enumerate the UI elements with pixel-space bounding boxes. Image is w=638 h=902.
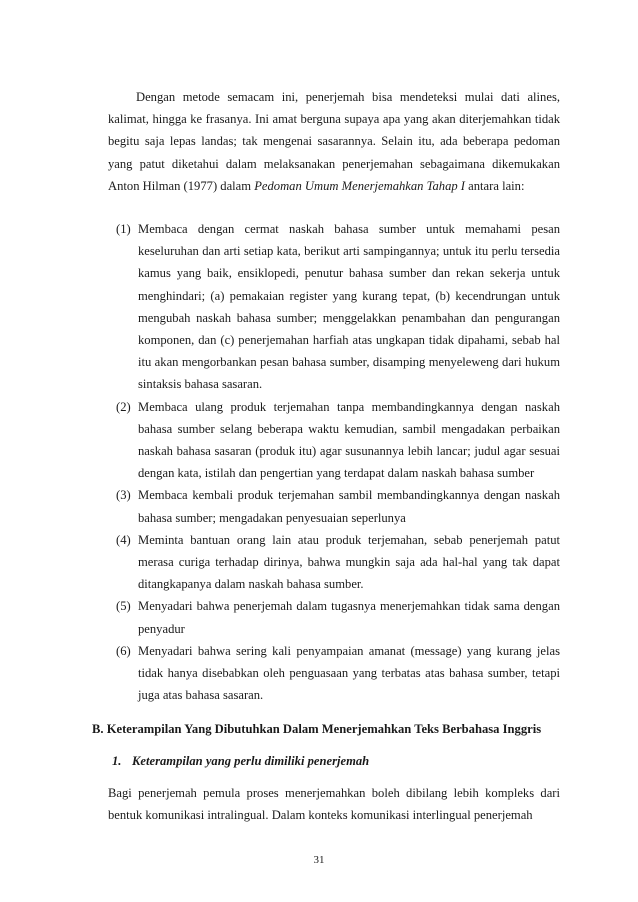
subsection-number: 1.	[112, 754, 122, 768]
list-item	[116, 218, 560, 396]
list-item-number: (5)	[116, 599, 131, 614]
section-heading: B. Keterampilan Yang Dibutuhkan Dalam Menerjemahkan Teks Berbahasa Inggris	[92, 722, 542, 736]
list-item-text: Menyadari bahwa penerjemah dalam tugasnya menerjemahkan tidak sama dengan penyadur	[138, 599, 560, 636]
list-item-number: (4)	[116, 532, 131, 547]
intro-text: Dengan metode semacam ini, penerjemah bisa mendeteksi mulai dati alines, kalimat, hingga ke frasanya. Ini amat berguna supaya apa yang akan diterjemahkan tidak begitu saja lepas landas; tak mengenai sasarannya. Selain itu, ada beberapa pedoman yang patut diketahui dalam melaksanakan penerjemahan sebagaimana dikemukakan Anton Hilman (1977) dalam	[108, 90, 560, 193]
list-item-text: Meminta bantuan orang lain atau produk terjemahan, sebab penerjemah patut merasa curiga terhadap dirinya, bahwa mungkin saja ada hal-hal yang tak dapat ditangkapanya dalam naskah bahasa sumber.	[138, 532, 560, 592]
list-item	[116, 640, 560, 707]
list-item-text: Membaca kembali produk terjemahan sambil membandingkannya dengan naskah bahasa sumber; mengadakan penyesuaian seperlunya	[138, 488, 560, 525]
list-item-number: (3)	[116, 488, 131, 503]
book-title: Pedoman Umum Menerjemahkan Tahap I	[254, 178, 466, 193]
guidelines-list	[116, 218, 560, 706]
list-item-number: (2)	[116, 399, 131, 414]
list-item	[116, 595, 560, 639]
list-item	[116, 484, 560, 528]
list-item	[116, 396, 560, 485]
list-item-text: Menyadari bahwa sering kali penyampaian amanat (message) yang kurang jelas tidak hanya disebabkan oleh penguasaan yang terbatas atas bahasa sumber, tetapi juga atas bahasa sasaran.	[138, 643, 560, 703]
list-item-number: (6)	[116, 643, 131, 658]
closing-paragraph: Bagi penerjemah pemula proses menerjemahkan boleh dibilang lebih kompleks dari bentuk komunikasi intralingual. Dalam konteks komunikasi interlingual penerjemah	[108, 786, 560, 823]
intro-paragraph	[108, 86, 560, 197]
list-item	[116, 529, 560, 596]
list-item-text: Membaca ulang produk terjemahan tanpa membandingkannya dengan naskah bahasa sumber selang beberapa waktu kemudian, sambil mengadakan perbaikan naskah bahasa sasaran (produk itu) agar susunannya lebih lancar; judul agar sesuai dengan kata, istilah dan pengertian yang terdapat dalam naskah bahasa sumber	[138, 399, 560, 481]
subsection-heading	[112, 750, 562, 772]
subsection-title: Keterampilan yang perlu dimiliki penerjemah	[132, 754, 370, 768]
list-item-text: Membaca dengan cermat naskah bahasa sumber untuk memahami pesan keseluruhan dan arti setiap kata, berikut arti sampingannya; untuk itu perlu tersedia kamus yang baik, ensiklopedi, penutur bahasa sumber dan rekan sekerja untuk menghindari; (a) pemakaian register yang kurang tepat, (b) kecendrungan untuk mengubah naskah bahasa sumber; menggelakkan penambahan dan pengurangan komponen, dan (c) penerjemahan harfiah atas ungkapan tidak dipahami, sebab hal itu akan mengorbankan pesan bahasa sumber, disamping menyeleweng dari hukum sintaksis bahasa sasaran.	[138, 222, 560, 392]
page-number: 31	[313, 854, 325, 866]
intro-text-end: antara lain:	[465, 178, 525, 193]
list-item-number: (1)	[116, 222, 131, 236]
